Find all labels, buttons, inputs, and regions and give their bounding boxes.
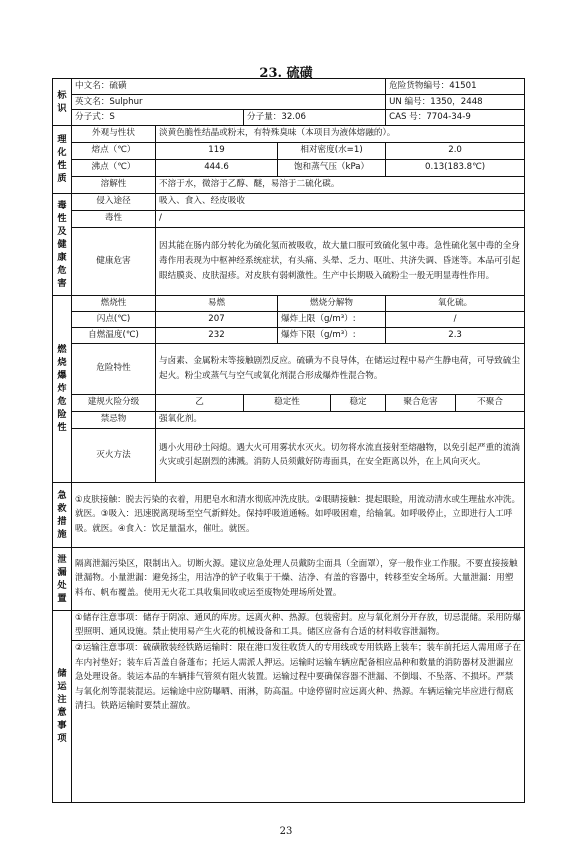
section-identification: 标识 <box>53 79 72 126</box>
boiling-point-label: 沸点（℃） <box>72 159 156 176</box>
health-hazard-value: 因其能在肠内部分转化为硫化氢而被吸收，故大量口服可致硫化氢中毒。急性硫化氢中毒的全身毒作用表现为中枢神经系统症状，有头痛、头晕、乏力、呕吐、共济失调、昏迷等。本品可引起眼结膜炎、皮肤湿疹。对皮肤有弱刺激性。生产中长期吸入硫粉尘一般无明显毒性作用。 <box>156 227 525 295</box>
section-properties: 理化性质 <box>53 125 72 193</box>
combustion-products-label: 燃烧分解物 <box>278 295 386 311</box>
density-label: 相对密度(水=1) <box>278 142 386 159</box>
solubility-value: 不溶于水，微溶于乙醇、醚，易溶于二硫化碳。 <box>156 176 525 193</box>
leakage-value: 隔离泄漏污染区，限制出入。切断火源。建议应急处理人员戴防尘面具（全面罩），穿一般作业工作服。不要直接接触泄漏物。小量泄漏：避免扬尘，用洁净的铲子收集于干燥、洁净、有盖的容器中，转移至安全场所。大量泄漏：用塑料布、帆布覆盖。使用无火花工具收集回收或运至废物处理场所处置。 <box>72 547 525 610</box>
storage-transport-value <box>72 610 525 802</box>
melting-point-label: 熔点（℃） <box>72 142 156 159</box>
fire-class-label: 建规火险分级 <box>72 394 156 411</box>
vapor-pressure-label: 饱和蒸气压（kPa） <box>278 159 386 176</box>
incompatible-label: 禁忌物 <box>72 411 156 428</box>
molecular-formula: 分子式：S <box>72 110 244 126</box>
density-value: 2.0 <box>386 142 525 159</box>
boiling-point-value: 444.6 <box>156 159 278 176</box>
polymerization-label: 聚合危害 <box>386 394 456 411</box>
hazard-goods-number: 危险货物编号：41501 <box>386 79 525 95</box>
entry-route-value: 吸入、食入、经皮吸收 <box>156 193 525 210</box>
section-first-aid: 急救措施 <box>53 482 72 547</box>
toxicity-label: 毒性 <box>72 210 156 227</box>
lower-explosion-limit-value: 2.3 <box>386 327 525 343</box>
polymerization-value: 不聚合 <box>456 394 525 411</box>
page-number: 23 <box>279 826 293 837</box>
solubility-label: 溶解性 <box>72 176 156 193</box>
section-leakage: 泄漏处置 <box>53 547 72 610</box>
flammability-label: 燃烧性 <box>72 295 156 311</box>
un-number: UN 编号：1350，2448 <box>386 94 525 110</box>
extinguishing-value: 遇小火用砂土闷熄。遇大火可用雾状水灭火。切勿将水流直接射至熔融物，以免引起严重的流淌火灾或引起剧烈的沸溅。消防人员须戴好防毒面具，在安全距离以外，在上风向灭火。 <box>156 428 525 482</box>
health-hazard-label: 健康危害 <box>72 227 156 295</box>
first-aid-value: ①皮肤接触：脱去污染的衣着，用肥皂水和清水彻底冲洗皮肤。②眼睛接触：提起眼睑，用流动清水或生理盐水冲洗。就医。③吸入：迅速脱离现场至空气新鲜处。保持呼吸道通畅。如呼吸困难，给输氧。如呼吸停止，立即进行人工呼吸。就医。④食入：饮足量温水，催吐。就医。 <box>72 482 525 547</box>
english-name: 英文名：Sulphur <box>72 94 386 110</box>
incompatible-value: 强氧化剂。 <box>156 411 525 428</box>
toxicity-value: / <box>156 210 525 227</box>
chinese-name: 中文名：硫磺 <box>72 79 386 95</box>
section-fire: 燃烧爆炸危险性 <box>53 295 72 482</box>
page-title: 23. 硫磺 <box>259 66 313 81</box>
autoignition-value: 232 <box>156 327 278 343</box>
msds-table <box>52 78 525 803</box>
entry-route-label: 侵入途径 <box>72 193 156 210</box>
stability-label: 稳定性 <box>244 394 331 411</box>
extinguishing-label: 灭火方法 <box>72 428 156 482</box>
transport-notes: ②运输注意事项：硫磺散装经铁路运输时：限在港口发往收货人的专用线或专用铁路上装车；装车前托运人需用席子在车内衬垫好；装车后苫盖自备蓬布；托运人需派人押运。运输时运输车辆应配备相应品种和数量的消防器材及泄漏应急处理设备。装运本品的车辆排气管须有阻火装置。运输过程中要确保容器不泄漏、不倒塌、不坠落、不损坏。严禁与氧化剂等混装混运。运输途中应防曝晒、雨淋，防高温。中途停留时应远离火种、热源。车辆运输完毕应进行彻底清扫。铁路运输时要禁止溜放。 <box>72 640 524 714</box>
flash-point-label: 闪点(℃) <box>72 311 156 327</box>
section-storage-transport: 储运注意事项 <box>53 610 72 802</box>
danger-characteristics-label: 危险特性 <box>72 343 156 394</box>
section-health: 毒性及健康危害 <box>53 193 72 295</box>
melting-point-value: 119 <box>156 142 278 159</box>
flammability-value: 易燃 <box>156 295 278 311</box>
combustion-products-value: 氧化硫。 <box>386 295 525 311</box>
appearance-label: 外观与性状 <box>72 125 156 142</box>
autoignition-label: 自燃温度(℃) <box>72 327 156 343</box>
vapor-pressure-value: 0.13(183.8℃) <box>386 159 525 176</box>
lower-explosion-limit-label: 爆炸下限（g/m³）: <box>278 327 386 343</box>
appearance-value: 淡黄色脆性结晶或粉末，有特殊臭味（本项目为液体熔融的）。 <box>156 125 525 142</box>
stability-value: 稳定 <box>331 394 386 411</box>
cas-number: CAS 号：7704-34-9 <box>386 110 525 126</box>
danger-characteristics-value: 与卤素、金属粉末等接触剧烈反应。硫磺为不良导体，在储运过程中易产生静电荷，可导致硫尘起火。粉尘或蒸气与空气或氧化剂混合形成爆炸性混合物。 <box>156 343 525 394</box>
upper-explosion-limit-label: 爆炸上限（g/m³）: <box>278 311 386 327</box>
storage-notes: ①储存注意事项：储存于阴凉、通风的库房。远离火种、热源。包装密封。应与氧化剂分开存放，切忌混储。采用防爆型照明、通风设施。禁止使用易产生火花的机械设备和工具。储区应备有合适的材料收容泄漏物。 <box>75 612 521 638</box>
molecular-weight: 分子量：32.06 <box>244 110 386 126</box>
flash-point-value: 207 <box>156 311 278 327</box>
upper-explosion-limit-value: / <box>386 311 525 327</box>
fire-class-value: 乙 <box>156 394 244 411</box>
